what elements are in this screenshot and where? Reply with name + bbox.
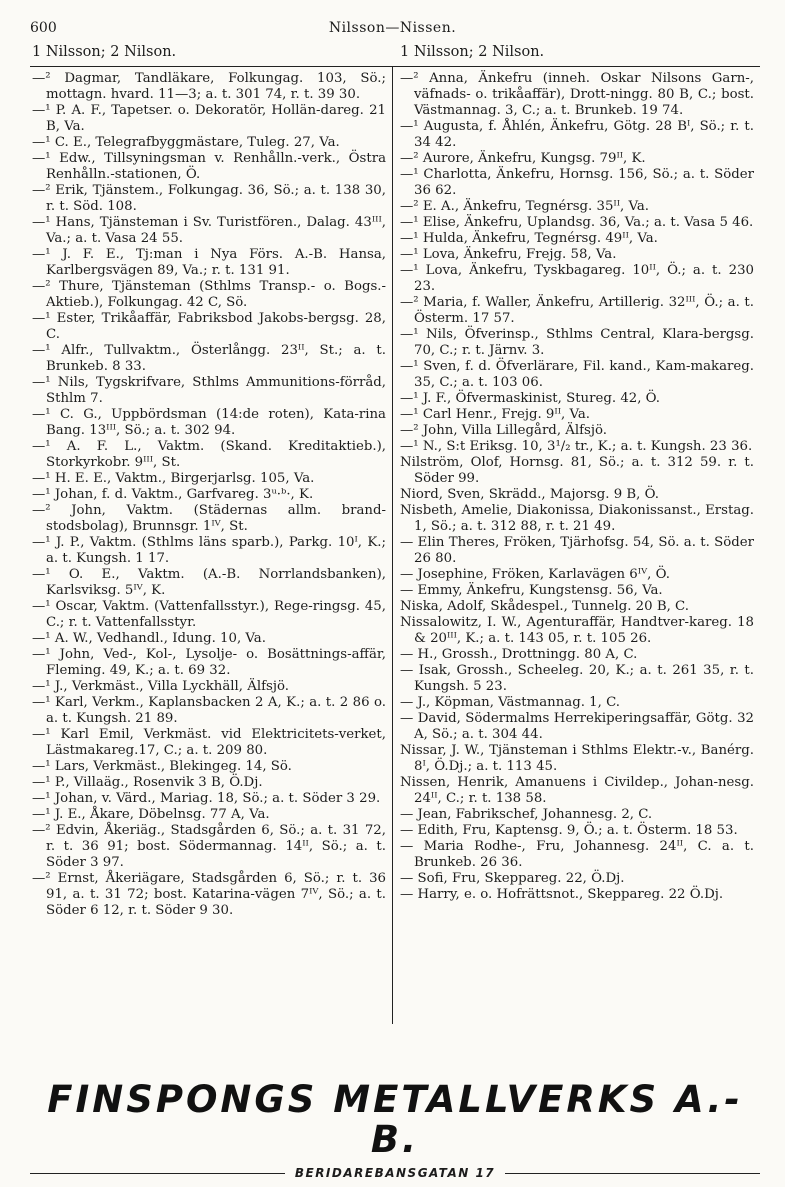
directory-entry: —¹ J. F., Öfvermaskinist, Stureg. 42, Ö.: [400, 391, 661, 406]
directory-entry: —¹ Sven, f. d. Öfverlärare, Fil. kand., Kam-makareg. 35, C.; a. t. 103 06.: [400, 359, 754, 390]
directory-entry: —¹ C. E., Telegrafbyggmästare, Tuleg. 27, Va.: [32, 135, 340, 150]
directory-entry: —² John, Vaktm. (Städernas allm. brand-stodsbolag), Brunnsgr. 1ᴵⱽ, St.: [32, 503, 386, 534]
directory-entry: —¹ A. F. L., Vaktm. (Skand. Kreditaktieb.), Storkyrkobr. 9ᴵᴵᴵ, St.: [32, 439, 386, 470]
directory-entry: — David, Södermalms Herrekiperingsaffär, Götg. 32 A, Sö.; a. t. 304 44.: [400, 711, 754, 742]
header-rule: [30, 66, 760, 67]
ad-subtitle-row: [30, 1166, 760, 1180]
directory-entry: —² John, Villa Lillegård, Älfsjö.: [400, 423, 607, 438]
directory-entry: — Josephine, Fröken, Karlavägen 6ᴵⱽ, Ö.: [400, 567, 670, 582]
directory-entry: —² Maria, f. Waller, Änkefru, Artillerig. 32ᴵᴵᴵ, Ö.; a. t. Österm. 17 57.: [400, 295, 754, 326]
left-column-head: 1 Nilsson; 2 Nilson.: [32, 44, 177, 60]
directory-entry: —¹ Augusta, f. Åhlén, Änkefru, Götg. 28 Bᴵ, Sö.; r. t. 34 42.: [400, 119, 754, 150]
directory-entry: —² Aurore, Änkefru, Kungsg. 79ᴵᴵ, K.: [400, 151, 646, 166]
directory-entry: —¹ Johan, f. d. Vaktm., Garfvareg. 3ᵘ·ᵇ·, K.: [32, 487, 314, 502]
directory-entry: —¹ J., Verkmäst., Villa Lyckhäll, Älfsjö.: [32, 679, 289, 694]
directory-entry: —¹ A. W., Vedhandl., Idung. 10, Va.: [32, 631, 266, 646]
directory-entry: — Elin Theres, Fröken, Tjärhofsg. 54, Sö. a. t. Söder 26 80.: [400, 535, 754, 566]
directory-entry: —² Dagmar, Tandläkare, Folkungag. 103, Sö.; mottagn. hvard. 11—3; a. t. 301 74, r. t. 39 30.: [32, 71, 386, 102]
directory-entry: Nissalowitz, I. W., Agenturaffär, Handtver-kareg. 18 & 20ᴵᴵᴵ, K.; a. t. 143 05, r. t. 105 26.: [400, 615, 754, 646]
directory-entry: —¹ N., S:t Eriksg. 10, 3¹/₂ tr., K.; a. t. Kungsh. 23 36.: [400, 439, 753, 454]
directory-entry: — Harry, e. o. Hofrättsnot., Skeppareg. 22 Ö.Dj.: [400, 887, 724, 902]
directory-entry: —¹ Lova, Änkefru, Frejg. 58, Va.: [400, 247, 617, 262]
ad-rule-left: [30, 1173, 285, 1174]
directory-entry: —¹ Karl Emil, Verkmäst. vid Elektricitets-verket, Lästmakareg.17, C.; a. t. 209 80.: [32, 727, 386, 758]
directory-entry: —¹ Hulda, Änkefru, Tegnérsg. 49ᴵᴵ, Va.: [400, 231, 658, 246]
right-column: [400, 71, 754, 903]
directory-entry: —¹ H. E. E., Vaktm., Birgerjarlsg. 105, Va.: [32, 471, 315, 486]
directory-entry: —¹ O. E., Vaktm. (A.-B. Norrlandsbanken), Karlsviksg. 5ᴵⱽ, K.: [32, 567, 386, 598]
directory-entry: — H., Grossh., Drottningg. 80 A, C.: [400, 647, 638, 662]
directory-entry: Niord, Sven, Skrädd., Majorsg. 9 B, Ö.: [400, 487, 659, 502]
directory-entry: —¹ Carl Henr., Frejg. 9ᴵᴵ, Va.: [400, 407, 590, 422]
directory-entry: —¹ Ester, Trikåaffär, Fabriksbod Jakobs-bergsg. 28, C.: [32, 311, 386, 342]
directory-entry: —¹ Nils, Öfverinsp., Sthlms Central, Klara-bergsg. 70, C.; r. t. Järnv. 3.: [400, 327, 754, 358]
directory-entry: — Isak, Grossh., Scheeleg. 20, K.; a. t. 261 35, r. t. Kungsh. 5 23.: [400, 663, 754, 694]
page-number: 600: [30, 20, 57, 36]
directory-entry: — J., Köpman, Västmannag. 1, C.: [400, 695, 621, 710]
directory-entry: —¹ Alfr., Tullvaktm., Österlångg. 23ᴵᴵ, St.; a. t. Brunkeb. 8 33.: [32, 343, 386, 374]
directory-entry: —¹ Lova, Änkefru, Tyskbagareg. 10ᴵᴵ, Ö.; a. t. 230 23.: [400, 263, 754, 294]
directory-entry: —¹ Oscar, Vaktm. (Vattenfallsstyr.), Rege-ringsg. 45, C.; r. t. Vattenfallsstyr.: [32, 599, 386, 630]
directory-entry: — Emmy, Änkefru, Kungstensg. 56, Va.: [400, 583, 663, 598]
directory-entry: Nisbeth, Amelie, Diakonissa, Diakonissanst., Erstag. 1, Sö.; a. t. 312 88, r. t. 21 49.: [400, 503, 754, 534]
page-header: [30, 20, 755, 40]
directory-entry: — Maria Rodhe-, Fru, Johannesg. 24ᴵᴵ, C. a. t. Brunkeb. 26 36.: [400, 839, 754, 870]
directory-entry: —¹ Johan, v. Värd., Mariag. 18, Sö.; a. t. Söder 3 29.: [32, 791, 381, 806]
directory-entry: —¹ J. F. E., Tj:man i Nya Förs. A.-B. Hansa, Karlbergsvägen 89, Va.; r. t. 131 91.: [32, 247, 386, 278]
directory-entry: —¹ J. E., Åkare, Döbelnsg. 77 A, Va.: [32, 807, 270, 822]
directory-entry: —¹ Karl, Verkm., Kaplansbacken 2 A, K.; a. t. 2 86 o. a. t. Kungsh. 21 89.: [32, 695, 386, 726]
left-column: [32, 71, 386, 919]
directory-entry: — Sofi, Fru, Skeppareg. 22, Ö.Dj.: [400, 871, 625, 886]
directory-entry: —¹ P. A. F., Tapetser. o. Dekoratör, Hollän-dareg. 21 B, Va.: [32, 103, 386, 134]
directory-entry: Niska, Adolf, Skådespel., Tunnelg. 20 B, C.: [400, 599, 689, 614]
column-divider: [392, 66, 393, 1024]
directory-entry: Nissar, J. W., Tjänsteman i Sthlms Elektr.-v., Banérg. 8ᴵ, Ö.Dj.; a. t. 113 45.: [400, 743, 754, 774]
directory-entry: —² Erik, Tjänstem., Folkungag. 36, Sö.; a. t. 138 30, r. t. Söd. 108.: [32, 183, 386, 214]
directory-entry: —¹ John, Ved-, Kol-, Lysolje- o. Bosättnings-affär, Fleming. 49, K.; a. t. 69 32.: [32, 647, 386, 678]
directory-entry: —¹ Elise, Änkefru, Uplandsg. 36, Va.; a. t. Vasa 5 46.: [400, 215, 754, 230]
running-title: Nilsson—Nissen.: [328, 20, 457, 36]
ad-subtitle: BERIDAREBANSGATAN 17: [294, 1166, 496, 1180]
directory-entry: —¹ Lars, Verkmäst., Blekingeg. 14, Sö.: [32, 759, 292, 774]
directory-entry: —¹ Edw., Tillsyningsman v. Renhålln.-verk., Östra Renhålln.-stationen, Ö.: [32, 151, 386, 182]
directory-entry: —² Anna, Änkefru (inneh. Oskar Nilsons Garn-, väfnads- o. trikåaffär), Drott-ningg. 80 B, C.; bost. Västmannag. 3, C.; a. t. Brunkeb. 19 74.: [400, 71, 754, 118]
directory-entry: —¹ C. G., Uppbördsman (14:de roten), Kata-rina Bang. 13ᴵᴵᴵ, Sö.; a. t. 302 94.: [32, 407, 386, 438]
directory-entry: — Edith, Fru, Kaptensg. 9, Ö.; a. t. Österm. 18 53.: [400, 823, 738, 838]
directory-entry: —² Ernst, Åkeriägare, Stadsgården 6, Sö.; r. t. 36 91, a. t. 31 72; bost. Katarina-vägen 7ᴵⱽ, Sö.; a. t. Söder 6 12, r. t. Söder 9 30.: [32, 871, 386, 918]
directory-entry: —² Thure, Tjänsteman (Sthlms Transp.- o. Bogs.-Aktieb.), Folkungag. 42 C, Sö.: [32, 279, 386, 310]
advertisement: [30, 1080, 760, 1180]
directory-entry: —¹ P., Villaäg., Rosenvik 3 B, Ö.Dj.: [32, 775, 263, 790]
directory-entry: Nilström, Olof, Hornsg. 81, Sö.; a. t. 312 59. r. t. Söder 99.: [400, 455, 754, 486]
directory-entry: —¹ J. P., Vaktm. (Sthlms läns sparb.), Parkg. 10ᴵ, K.; a. t. Kungsh. 1 17.: [32, 535, 386, 566]
ad-rule-right: [505, 1173, 760, 1174]
directory-entry: — Jean, Fabrikschef, Johannesg. 2, C.: [400, 807, 653, 822]
directory-entry: —¹ Nils, Tygskrifvare, Sthlms Ammunitions-förråd, Sthlm 7.: [32, 375, 386, 406]
directory-entry: —² E. A., Änkefru, Tegnérsg. 35ᴵᴵ, Va.: [400, 199, 649, 214]
directory-entry: —¹ Charlotta, Änkefru, Hornsg. 156, Sö.; a. t. Söder 36 62.: [400, 167, 754, 198]
right-column-head: 1 Nilsson; 2 Nilson.: [400, 44, 545, 60]
ad-title: FINSPONGS METALLVERKS A.-B.: [47, 1078, 743, 1161]
directory-entry: —¹ Hans, Tjänsteman i Sv. Turistfören., Dalag. 43ᴵᴵᴵ, Va.; a. t. Vasa 24 55.: [32, 215, 386, 246]
directory-entry: —² Edvin, Åkeriäg., Stadsgården 6, Sö.; a. t. 31 72, r. t. 36 91; bost. Södermannag. 14ᴵᴵ, Sö.; a. t. Söder 3 97.: [32, 823, 386, 870]
directory-entry: Nissen, Henrik, Amanuens i Civildep., Johan-nesg. 24ᴵᴵ, C.; r. t. 138 58.: [400, 775, 754, 806]
